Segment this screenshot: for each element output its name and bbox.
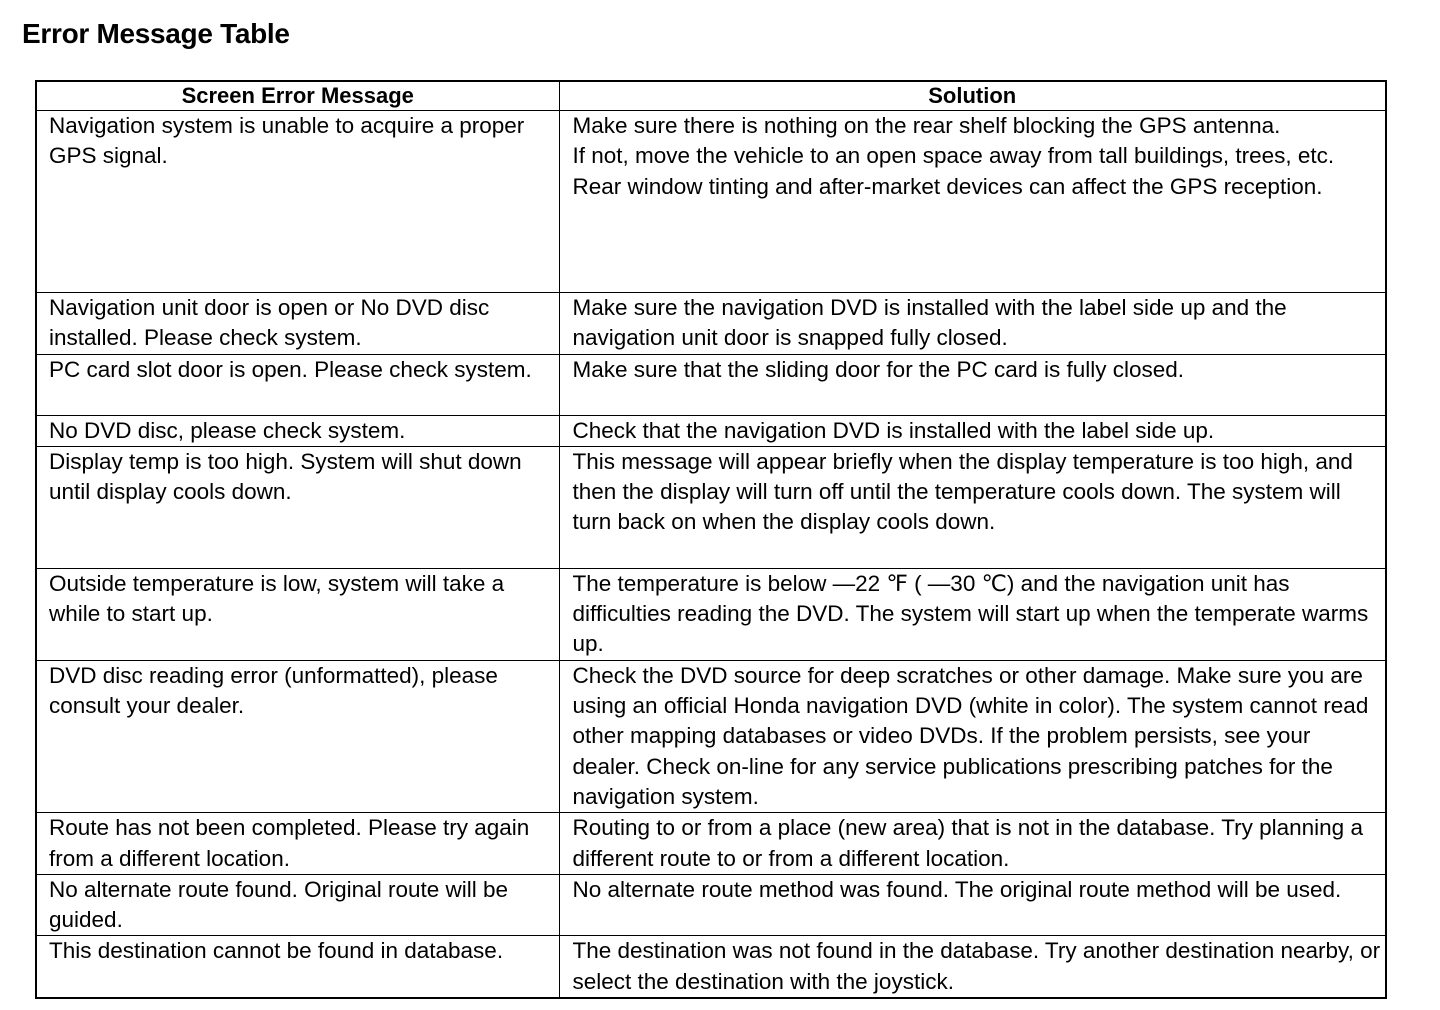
solution-cell: Check the DVD source for deep scratches or other damage. Make sure you are using an official Honda navigation DVD (white in color). The system cannot read other mapping databases or video DVDs. If the problem persists, see your dealer. Check on-line for any service publications prescribing patches for the navigation system.: [559, 660, 1386, 812]
table-row: [36, 446, 1386, 568]
solution-cell: [559, 111, 1386, 293]
table-row: [36, 813, 1386, 875]
solution-cell: The destination was not found in the database. Try another destination nearby, or select the destination with the joystick.: [559, 936, 1386, 998]
solution-cell: The temperature is below —22 ℉ ( —30 ℃) and the navigation unit has difficulties reading the DVD. The system will start up when the temperate warms up.: [559, 568, 1386, 660]
table-row: [36, 874, 1386, 936]
error-message-cell: Outside temperature is low, system will take a while to start up.: [36, 568, 559, 660]
table-row: [36, 415, 1386, 446]
solution-cell: This message will appear briefly when the display temperature is too high, and then the display will turn off until the temperature cools down. The system will turn back on when the display cools down.: [559, 446, 1386, 568]
table-row: [36, 660, 1386, 812]
solution-cell: Check that the navigation DVD is installed with the label side up.: [559, 415, 1386, 446]
table-row: [36, 354, 1386, 415]
error-message-cell: Navigation system is unable to acquire a proper GPS signal.: [36, 111, 559, 293]
error-message-cell: Route has not been completed. Please try again from a different location.: [36, 813, 559, 875]
header-screen-error-message: Screen Error Message: [36, 81, 559, 111]
solution-cell: Make sure the navigation DVD is installed with the label side up and the navigation unit door is snapped fully closed.: [559, 293, 1386, 355]
error-message-cell: DVD disc reading error (unformatted), please consult your dealer.: [36, 660, 559, 812]
page-title: Error Message Table: [22, 18, 290, 49]
table-row: [36, 293, 1386, 355]
solution-cell: Make sure that the sliding door for the PC card is fully closed.: [559, 354, 1386, 415]
error-message-table: [35, 80, 1387, 999]
error-message-cell: Display temp is too high. System will shut down until display cools down.: [36, 446, 559, 568]
error-message-cell: Navigation unit door is open or No DVD disc installed. Please check system.: [36, 293, 559, 355]
table-row: [36, 111, 1386, 293]
error-message-cell: No DVD disc, please check system.: [36, 415, 559, 446]
error-message-cell: PC card slot door is open. Please check system.: [36, 354, 559, 415]
solution-line: Make sure there is nothing on the rear shelf blocking the GPS antenna. If not, move the vehicle to an open space away from tall buildings, trees, etc. Rear window tinting and after-market devices can affect the GPS reception.: [572, 113, 1335, 199]
error-message-cell: No alternate route found. Original route will be guided.: [36, 874, 559, 936]
table-row: [36, 936, 1386, 998]
solution-cell: No alternate route method was found. The original route method will be used.: [559, 874, 1386, 936]
header-solution: Solution: [559, 81, 1386, 111]
table-row: [36, 568, 1386, 660]
error-message-cell: This destination cannot be found in database.: [36, 936, 559, 998]
table-header-row: [36, 81, 1386, 111]
solution-cell: Routing to or from a place (new area) that is not in the database. Try planning a different route to or from a different location.: [559, 813, 1386, 875]
